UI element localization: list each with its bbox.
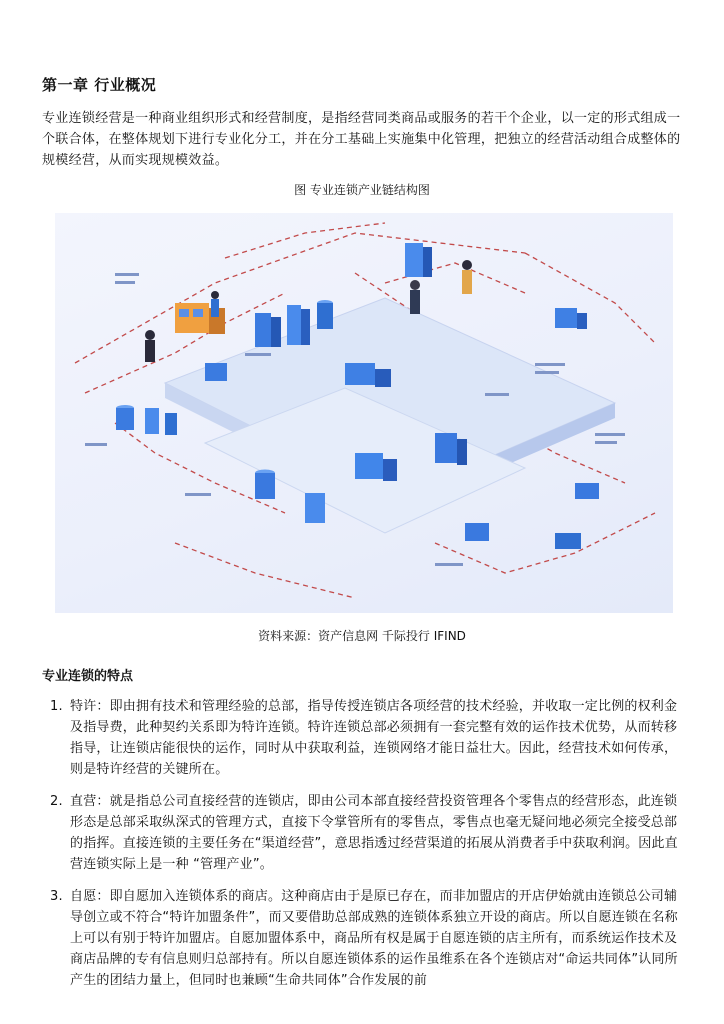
list-number: 2. bbox=[50, 794, 63, 809]
chapter-title: 第一章 行业概况 bbox=[42, 76, 157, 94]
feature-list bbox=[50, 696, 690, 1002]
list-item bbox=[50, 791, 690, 875]
list-text: 直营：就是指总公司直接经营的连锁店，即由公司本部直接经营投资管理各个零售点的经营形态，此连锁形态是总部采取纵深式的管理方式，直接下令掌管所有的零售点，零售点也毫无疑问地必须完全接受总部的指挥。直接连锁的主要任务在“渠道经营”，意思指透过经营渠道的拓展从消费者手中获取利润。因此直营连锁实际上是一种 “管理产业”。 bbox=[70, 794, 678, 872]
intro-paragraph: 专业连锁经营是一种商业组织形式和经营制度，是指经营同类商品或服务的若干个企业，以一定的形式组成一个联合体，在整体规划下进行专业化分工，并在分工基础上实施集中化管理，把独立的经营活动组合成整体的规模经营，从而实现规模效益。 bbox=[42, 111, 681, 168]
list-number: 3. bbox=[50, 889, 63, 904]
list-number: 1. bbox=[50, 699, 63, 714]
list-text: 特许：即由拥有技术和管理经验的总部，指导传授连锁店各项经营的技术经验，并收取一定比例的权利金及指导费，此种契约关系即为特许连锁。特许连锁总部必须拥有一套完整有效的运作技术优势，从而转移指导，让连锁店能很快的运作，同时从中获取利益，连锁网络才能日益壮大。因此，经营技术如何传承，则是特许经营的关键所在。 bbox=[70, 699, 678, 777]
figure-caption: 图 专业连锁产业链结构图 bbox=[294, 183, 430, 197]
list-item bbox=[50, 886, 690, 991]
list-text: 自愿：即自愿加入连锁体系的商店。这种商店由于是原已存在，而非加盟店的开店伊始就由连锁总公司辅导创立或不符合“特许加盟条件”，而又要借助总部成熟的连锁体系独立开设的商店。所以自愿连锁在名称上可以有别于特许加盟店。自愿加盟体系中，商品所有权是属于自愿连锁的店主所有，而系统运作技术及商店品牌的专有信息则归总部持有。所以自愿连锁体系的运作虽维系在各个连锁店对“命运共同体”认同所产生的团结力量上，但同时也兼顾“生命共同体”合作发展的前 bbox=[70, 889, 678, 988]
list-item bbox=[50, 696, 690, 780]
section-title: 专业连锁的特点 bbox=[42, 669, 134, 684]
figure-source: 资料来源：资产信息网 千际投行 IFIND bbox=[258, 629, 466, 643]
central-platform bbox=[165, 298, 615, 533]
industry-chain-illustration bbox=[55, 213, 673, 613]
isometric-network-graphic bbox=[55, 213, 673, 613]
